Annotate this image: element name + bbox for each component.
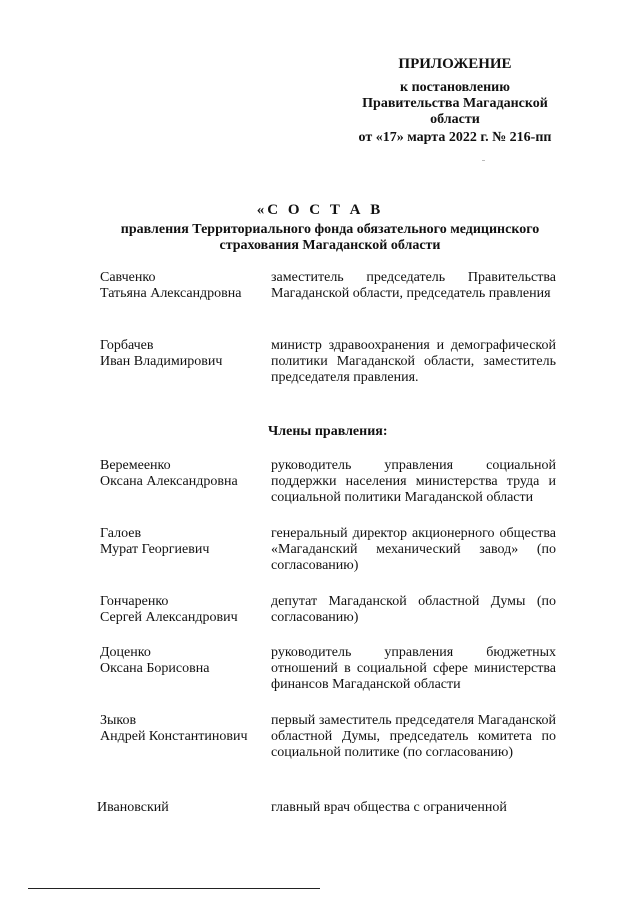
member-role: главный врач общества с ограниченной [271, 800, 507, 815]
approval-date-number: от «17» марта 2022 г. № 216-пп [358, 130, 552, 145]
member-role: первый заместитель председателя Магаданской областной Думы, председатель комитета по социальной политике (по согласованию) [271, 713, 556, 760]
member-name: Ивановский [97, 800, 169, 815]
members-heading: Члены правления: [268, 424, 388, 439]
scan-mark [482, 160, 485, 161]
member-role: депутат Магаданской областной Думы (по согласованию) [271, 594, 556, 625]
member-name: Доценко Оксана Борисовна [100, 645, 210, 676]
member-name: Савченко Татьяна Александровна [100, 270, 242, 301]
member-role: генеральный директор акционерного общества «Магаданский механический завод» (по согласованию) [271, 526, 556, 573]
member-role: руководитель управления социальной поддержки населения министерства труда и социальной политики Магаданской области [271, 458, 556, 505]
member-name: Горбачев Иван Владимирович [100, 338, 223, 369]
member-name: Веремеенко Оксана Александровна [100, 458, 238, 489]
footer-rule [28, 888, 320, 889]
approval-line-1: к постановлению [400, 80, 510, 95]
member-role: министр здравоохранения и демографической политики Магаданской области, заместитель председателя правления. [271, 338, 556, 385]
member-name: Гончаренко Сергей Александрович [100, 594, 238, 625]
member-name: Галоев Мурат Георгиевич [100, 526, 210, 557]
document-subtitle: правления Территориального фонда обязательного медицинского страхования Магаданской области [120, 222, 540, 253]
approval-line-3: области [430, 112, 480, 127]
member-role: заместитель председатель Правительства Магаданской области, председатель правления [271, 270, 556, 301]
document-title: «С О С Т А В [256, 202, 384, 218]
member-name: Зыков Андрей Константинович [100, 713, 248, 744]
approval-line-2: Правительства Магаданской [362, 96, 548, 111]
approval-title: ПРИЛОЖЕНИЕ [398, 56, 512, 72]
member-role: руководитель управления бюджетных отношений в социальной сфере министерства финансов Магаданской области [271, 645, 556, 692]
